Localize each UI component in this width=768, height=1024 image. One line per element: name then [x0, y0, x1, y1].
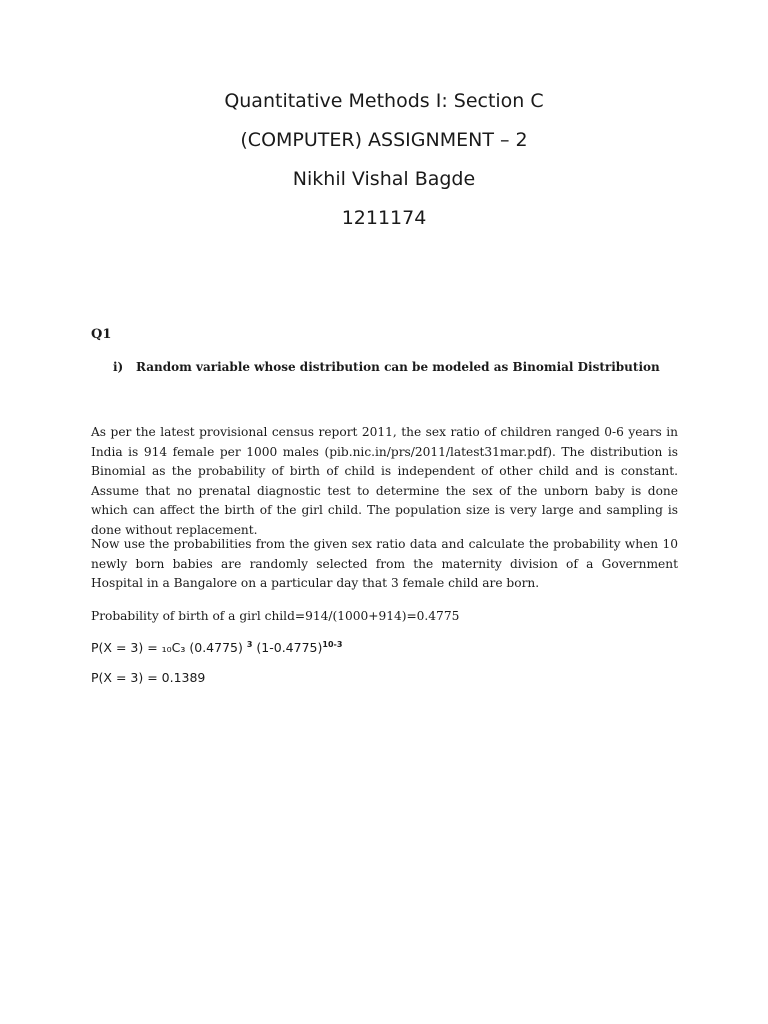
formula-mid: (1-0.4775) [252, 640, 323, 655]
formula-main: P(X = 3) = ₁₀C₃ (0.4775) [91, 640, 247, 655]
paragraph-census: As per the latest provisional census report 2011, the sex ratio of children ranged 0-6 years in India is 914 female per 1000 males (pib.nic.in/prs/2011/latest31mar.pdf). The distribution is Binomial as the probability of birth of child is independent of other child and is constant. Assume that no prenatal diagnostic test to determine the sex of the unborn baby is done which can affect the birth of the girl child. The population size is very large and sampling is done without replacement. [91, 425, 678, 537]
document-title: Quantitative Methods I: Section C [224, 90, 544, 112]
author-name: Nikhil Vishal Bagde [292, 168, 476, 190]
assignment-title: (COMPUTER) ASSIGNMENT – 2 [240, 129, 528, 151]
sub-question-heading [113, 360, 660, 374]
result-line: P(X = 3) = 0.1389 [91, 670, 206, 685]
question-label: Q1 [91, 327, 112, 342]
paragraph-problem: Now use the probabilities from the given sex ratio data and calculate the probability when 10 newly born babies are randomly selected from the maternity division of a Government Hospital in a Bangalore on a particular day that 3 female child are born. [91, 537, 678, 591]
binomial-formula [91, 640, 342, 655]
probability-line: Probability of birth of a girl child=914/(1000+914)=0.4775 [91, 609, 460, 623]
sub-question-text: Random variable whose distribution can be modeled as Binomial Distribution [136, 360, 660, 374]
sub-question-number: i) [113, 360, 124, 374]
formula-exponent-failure: 10-3 [322, 640, 343, 649]
roll-number: 1211174 [341, 207, 427, 229]
formula-exponent-success: 3 [246, 640, 253, 649]
title-block [0, 86, 768, 242]
